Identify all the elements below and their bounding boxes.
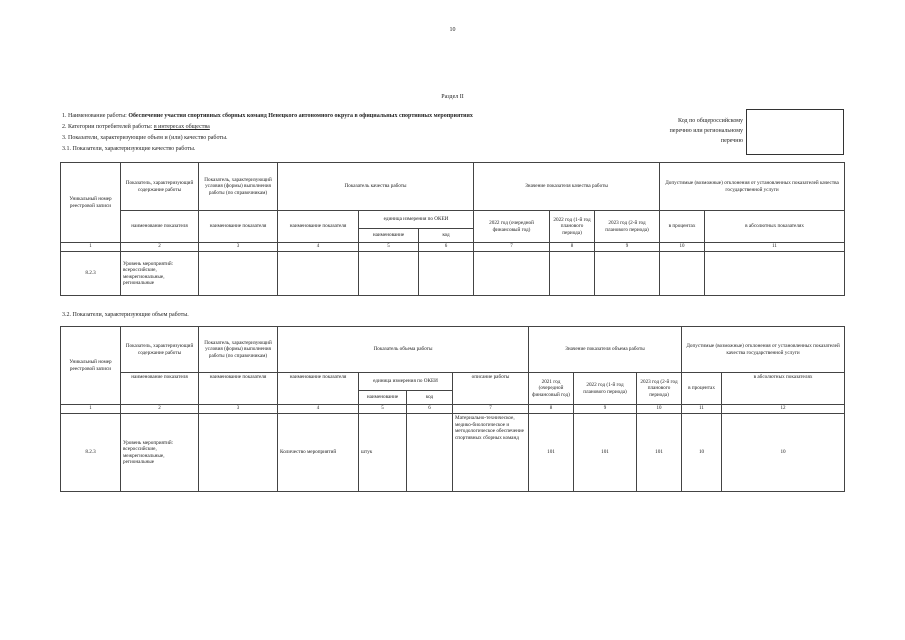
consumers-label: 2. Категории потребителей работы: <box>62 124 153 130</box>
t1-h-name-ind2: наименование показателя <box>199 211 278 243</box>
t1-h-pct: в процентах <box>660 211 705 243</box>
t2-h-unit-code: код <box>407 391 453 405</box>
quality-heading: 3.1. Показатели, характеризующие качество работы. <box>62 146 196 152</box>
t2-h-pct: в процентах <box>682 373 722 405</box>
t2-h-name-ind2: наименование показателя <box>199 373 278 405</box>
t2-h-name-ind3: наименование показателя <box>278 373 359 405</box>
t1-row-content: Уровень мероприятий: всероссийские, межрегиональные, региональные <box>121 252 199 296</box>
t1-h-cond: Показатель, характеризующий условия (формы) выполнения работы (по справочникам) <box>199 163 278 211</box>
t2-h-content: Показатель, характеризующий содержание работы <box>121 327 199 373</box>
t2-row-content: Уровень мероприятий: всероссийские, межрегиональные, региональные <box>121 414 199 492</box>
t1-h-dev: Допустимые (возможные) отклонения от установленных показателей качества государственной услуги <box>660 163 845 211</box>
t2-h-value: Значение показателя объема работы <box>529 327 682 373</box>
t2-h-2021: 2021 год (очередной финансовый год) <box>529 373 574 405</box>
t1-h-content: Показатель, характеризующий содержание работы <box>121 163 199 211</box>
page-number: 10 <box>449 27 456 33</box>
volume-heading: 3.2. Показатели, характеризующие объем работы. <box>62 312 189 318</box>
volume-table: Уникальный номер реестровой записи Показатель, характеризующий содержание работы Показатель, характеризующий условия (формы) выполнения работы (по справочникам) Показатель объема работы Значение показателя объема работы Допустимые (возможные) отклонения от установленных показателей качества государственной услуги наименование показателя наименование показателя наименование показателя единица измерения по ОКЕИ описание работы 2021 год (очередной финансовый год) 2022 год (1-й год планового периода) 2023 год (2-й год планового периода) в процентах в абсолютных показателях наименование код 1 2 3 4 5 6 7 8 9 10 11 12 8.2.3 Уровень мероприятий: всероссийские, межрегиональные, региональные Количество мероприятий штук Материально-техническое, медико-биологическое и методологическое обеспечение спортивных сборных команд 101 101 101 10 10 <box>60 326 845 492</box>
t2-row-indicator: Количество мероприятий <box>278 414 359 492</box>
t2-h-unit: единица измерения по ОКЕИ <box>359 373 453 391</box>
t1-h-2024: 2023 год (2-й год планового периода) <box>595 211 660 243</box>
t2-h-unique: Уникальный номер реестровой записи <box>61 327 121 405</box>
t1-h-2023: 2022 год (1-й год планового периода) <box>550 211 595 243</box>
t1-h-name-ind3: наименование показателя <box>278 211 359 243</box>
t1-h-unit-code: код <box>419 229 474 243</box>
t2-row-abs: 10 <box>722 414 845 492</box>
registry-code-label: Код по общероссийскому перечню или региональному перечню <box>669 118 743 144</box>
t2-row-v2021: 101 <box>529 414 574 492</box>
work-name-line <box>62 113 473 119</box>
t2-row-pct: 10 <box>682 414 722 492</box>
t2-h-cond: Показатель, характеризующий условия (формы) выполнения работы (по справочникам) <box>199 327 278 373</box>
t2-row-v2023: 101 <box>637 414 682 492</box>
t1-h-name-ind: наименование показателя <box>121 211 199 243</box>
t2-row-v2022: 101 <box>574 414 637 492</box>
t2-h-2023: 2023 год (2-й год планового периода) <box>637 373 682 405</box>
t2-row-desc: Материально-техническое, медико-биологическое и методологическое обеспечение спортивных сборных команд <box>453 414 529 492</box>
section-title: Раздел II <box>441 94 464 100</box>
t2-h-abs: в абсолютных показателях <box>722 373 845 405</box>
t2-h-volume: Показатель объема работы <box>278 327 529 373</box>
table-row <box>61 414 845 492</box>
t1-h-value: Значение показателя качества работы <box>474 163 660 211</box>
t1-row-code: 8.2.3 <box>61 252 121 296</box>
t1-h-2022: 2022 год (очередной финансовый год) <box>474 211 550 243</box>
indicators-line: 3. Показатели, характеризующие объем и (или) качество работы. <box>62 135 228 141</box>
work-name-value: Обеспечение участия спортивных сборных команд Ненецкого автономного округа в официальных спортивных мероприятиях <box>128 113 473 119</box>
t2-h-dev: Допустимые (возможные) отклонения от установленных показателей качества государственной услуги <box>682 327 845 373</box>
table-row <box>61 252 845 296</box>
t1-h-unique: Уникальный номер реестровой записи <box>61 163 121 243</box>
t1-h-quality: Показатель качества работы <box>278 163 474 211</box>
t2-h-name-ind: наименование показателя <box>121 373 199 405</box>
t2-row-code: 8.2.3 <box>61 414 121 492</box>
consumers-value: в интересах общества <box>153 124 210 130</box>
t1-h-unit-name: наименование <box>359 229 419 243</box>
consumers-line <box>62 124 210 130</box>
t1-h-abs: в абсолютных показателях <box>705 211 845 243</box>
registry-code-box <box>746 109 844 155</box>
t2-h-2022: 2022 год (1-й год планового периода) <box>574 373 637 405</box>
t1-h-unit: единица измерения по ОКЕИ <box>359 211 474 229</box>
work-name-label: 1. Наименование работы: <box>62 113 127 119</box>
t2-row-unit: штук <box>359 414 407 492</box>
t2-h-desc: описание работы <box>453 373 529 405</box>
t2-h-unit-name: наименование <box>359 391 407 405</box>
quality-table: Уникальный номер реестровой записи Показатель, характеризующий содержание работы Показатель, характеризующий условия (формы) выполнения работы (по справочникам) Показатель качества работы Значение показателя качества работы Допустимые (возможные) отклонения от установленных показателей качества государственной услуги наименование показателя наименование показателя наименование показателя единица измерения по ОКЕИ 2022 год (очередной финансовый год) 2022 год (1-й год планового периода) 2023 год (2-й год планового периода) в процентах в абсолютных показателях наименование код 1 2 3 4 5 6 7 8 9 10 11 8.2.3 Уровень мероприятий: всероссийские, межрегиональные, региональные <box>60 162 845 296</box>
